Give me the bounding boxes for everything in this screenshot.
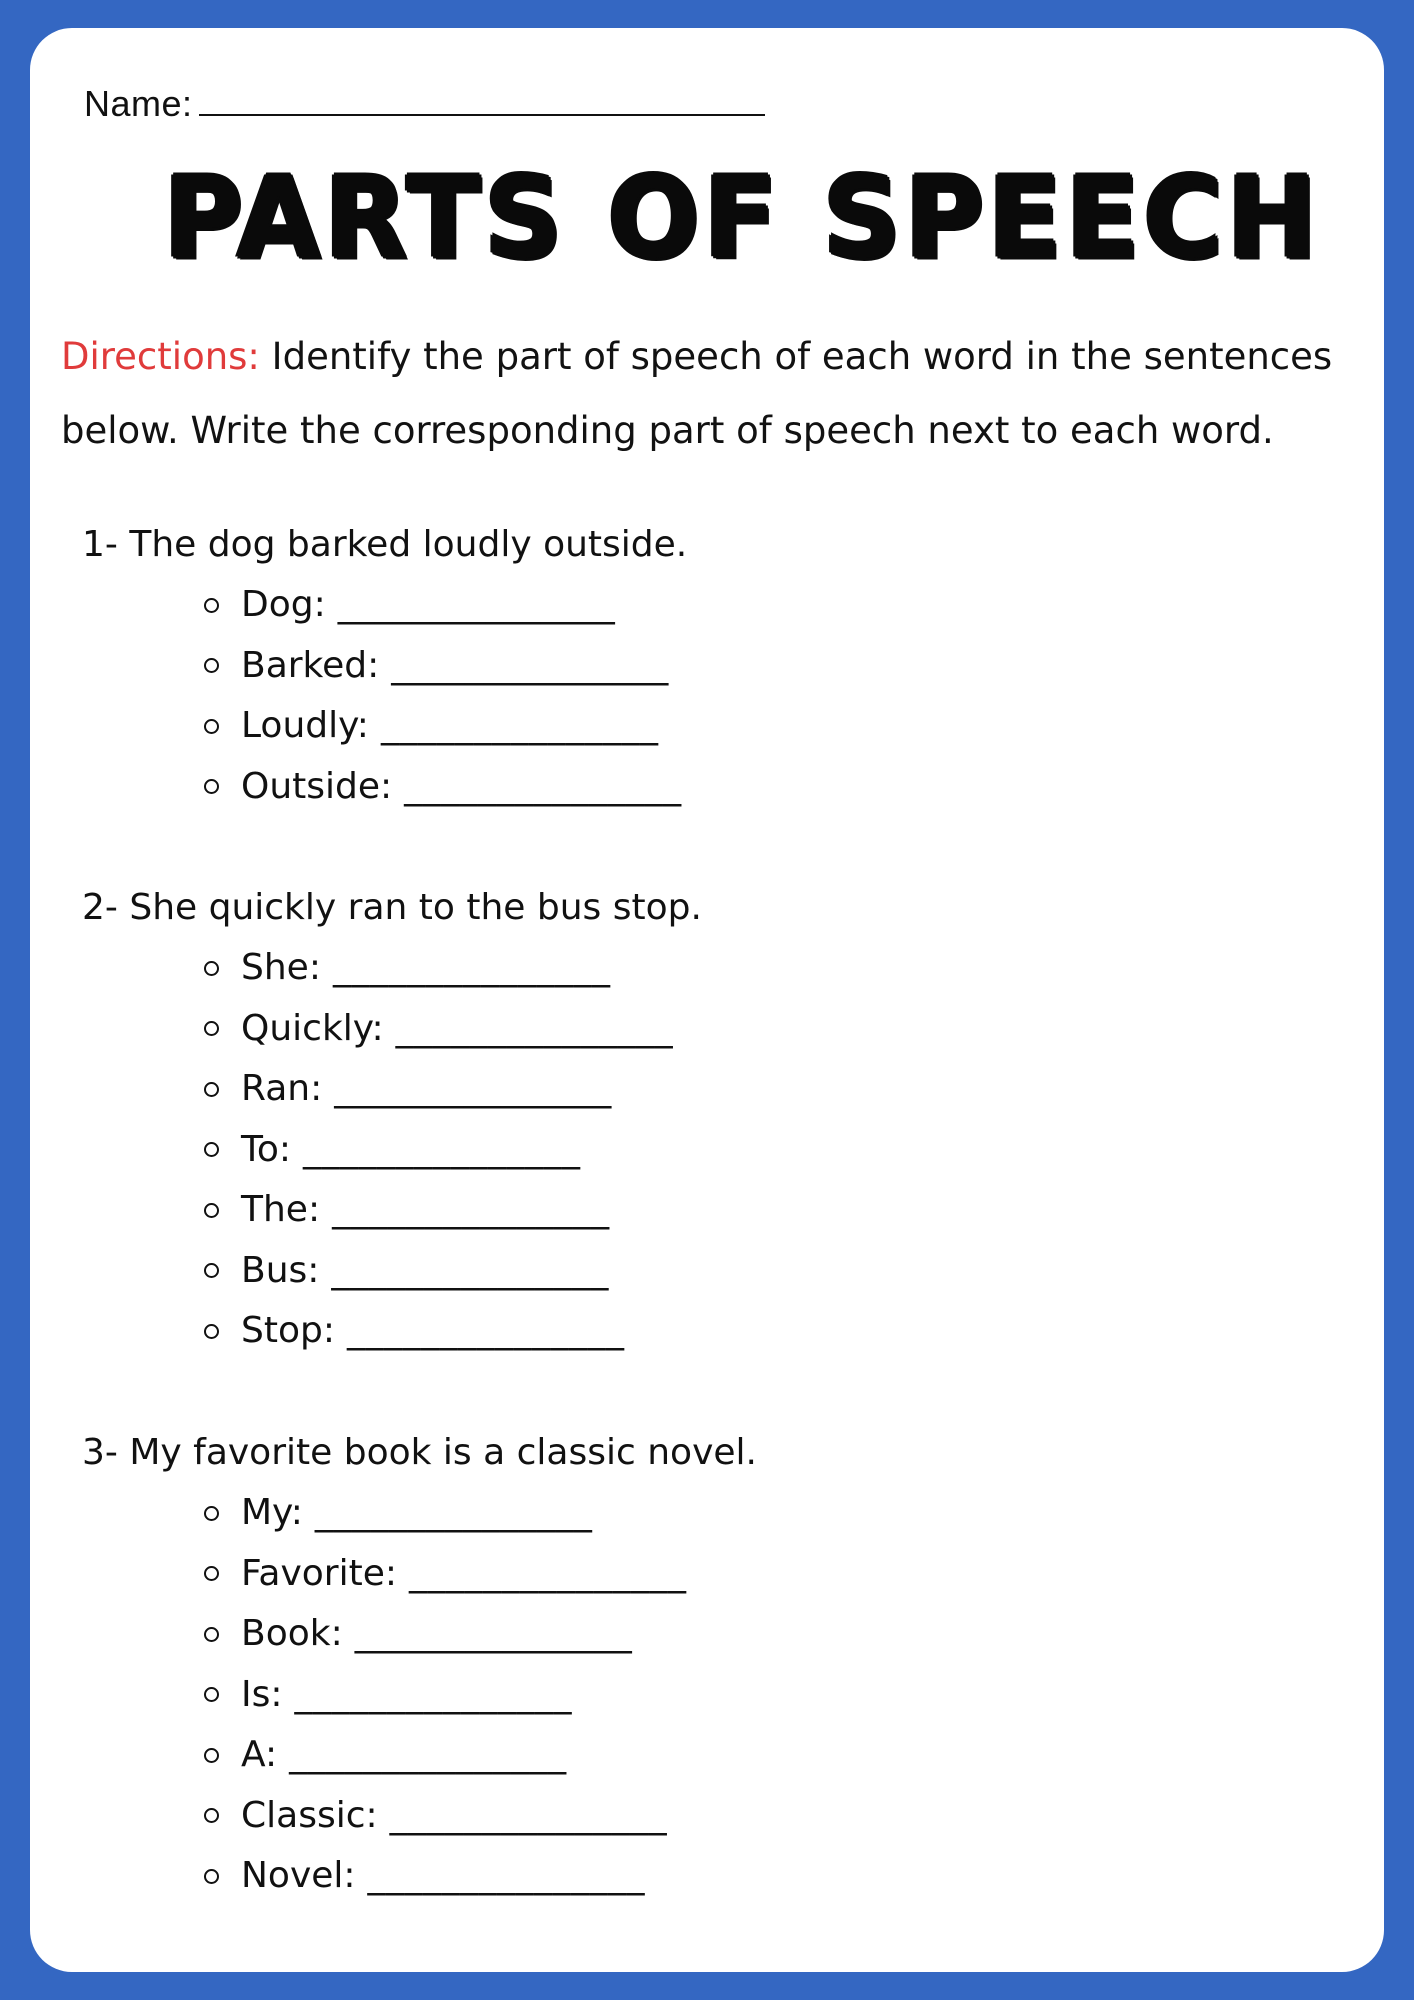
answer-blank[interactable]: _______________	[354, 1613, 633, 1654]
answer-item	[204, 757, 687, 818]
question-text: 2- She quickly ran to the bus stop.	[82, 887, 702, 928]
answer-word: Loudly:	[241, 705, 369, 746]
bullet-icon	[204, 1263, 219, 1278]
answer-item	[204, 1665, 757, 1726]
answer-list	[82, 938, 702, 1362]
answer-blank[interactable]: _______________	[334, 1068, 612, 1109]
answer-word: To:	[241, 1128, 292, 1170]
bullet-icon	[204, 1142, 219, 1157]
answer-blank[interactable]: _______________	[332, 947, 611, 988]
answer-item	[204, 575, 687, 636]
answer-word: My:	[241, 1492, 303, 1533]
answer-blank[interactable]: _______________	[409, 1552, 687, 1594]
answer-blank[interactable]: _______________	[331, 1249, 609, 1291]
answer-item	[204, 1180, 702, 1241]
bullet-icon	[204, 961, 219, 976]
answer-blank[interactable]: _______________	[346, 1310, 625, 1351]
answer-item	[204, 636, 687, 697]
answer-item	[204, 1241, 702, 1302]
answer-item	[204, 1786, 757, 1847]
bullet-icon	[204, 598, 219, 613]
answer-blank[interactable]: _______________	[332, 1189, 610, 1230]
question-text: 3- My favorite book is a classic novel.	[82, 1432, 757, 1473]
directions-text: Identify the part of speech of each word in the sentences below. Write the corresponding part of speech next to each word.	[61, 335, 1333, 452]
answer-list	[82, 1483, 757, 1907]
bullet-icon	[204, 1748, 219, 1763]
bullet-icon	[204, 779, 219, 794]
answer-blank[interactable]: _______________	[294, 1673, 573, 1715]
answer-word: Favorite:	[241, 1552, 397, 1594]
answer-item	[204, 938, 702, 999]
answer-item	[204, 1544, 757, 1605]
answer-list	[82, 575, 687, 817]
answer-item	[204, 1059, 702, 1120]
bullet-icon	[204, 1566, 219, 1581]
bullet-icon	[204, 1082, 219, 1097]
answer-item	[204, 1846, 757, 1907]
answer-word: Bus:	[241, 1249, 320, 1291]
answer-item	[204, 1725, 757, 1786]
answer-word: Outside:	[241, 765, 393, 807]
answer-item	[204, 1120, 702, 1181]
answer-item	[204, 1483, 757, 1544]
answer-blank[interactable]: _______________	[404, 765, 682, 807]
answer-word: Classic:	[241, 1794, 378, 1836]
bullet-icon	[204, 719, 219, 734]
bullet-icon	[204, 1021, 219, 1036]
answer-word: Novel:	[241, 1855, 356, 1896]
answer-blank[interactable]: _______________	[289, 1734, 567, 1775]
answer-word: Book:	[241, 1613, 343, 1654]
bullet-icon	[204, 658, 219, 673]
worksheet-card	[30, 28, 1384, 1972]
answer-blank[interactable]: _______________	[389, 1794, 668, 1836]
answer-blank[interactable]: _______________	[395, 1007, 674, 1049]
question-section-1	[82, 515, 687, 817]
answer-word: Ran:	[241, 1068, 323, 1109]
bullet-icon	[204, 1324, 219, 1339]
answer-blank[interactable]: _______________	[337, 584, 616, 625]
answer-word: Stop:	[241, 1310, 335, 1351]
answer-blank[interactable]: _______________	[314, 1492, 593, 1533]
page-title: PARTS OF SPEECH	[163, 153, 1321, 284]
directions	[61, 320, 1361, 468]
answer-word: Is:	[241, 1673, 283, 1715]
answer-word: Barked:	[241, 644, 380, 686]
answer-item	[204, 696, 687, 757]
name-field[interactable]	[199, 78, 765, 116]
answer-item	[204, 1604, 757, 1665]
answer-word: Quickly:	[241, 1007, 384, 1049]
name-row	[84, 78, 765, 125]
name-label: Name:	[84, 83, 193, 124]
answer-blank[interactable]: _______________	[380, 705, 659, 746]
answer-word: A:	[241, 1734, 278, 1775]
answer-item	[204, 1301, 702, 1362]
question-text: 1- The dog barked loudly outside.	[82, 524, 688, 565]
bullet-icon	[204, 1687, 219, 1702]
bullet-icon	[204, 1506, 219, 1521]
bullet-icon	[204, 1808, 219, 1823]
question-section-2	[82, 878, 702, 1362]
directions-label: Directions:	[61, 335, 260, 378]
answer-blank[interactable]: _______________	[391, 644, 669, 686]
answer-word: She:	[241, 947, 321, 988]
answer-word: The:	[241, 1189, 321, 1230]
bullet-icon	[204, 1203, 219, 1218]
bullet-icon	[204, 1627, 219, 1642]
answer-item	[204, 999, 702, 1060]
answer-blank[interactable]: _______________	[367, 1855, 646, 1896]
bullet-icon	[204, 1869, 219, 1884]
question-section-3	[82, 1423, 757, 1907]
answer-word: Dog:	[241, 584, 326, 625]
answer-blank[interactable]: _______________	[303, 1128, 581, 1170]
